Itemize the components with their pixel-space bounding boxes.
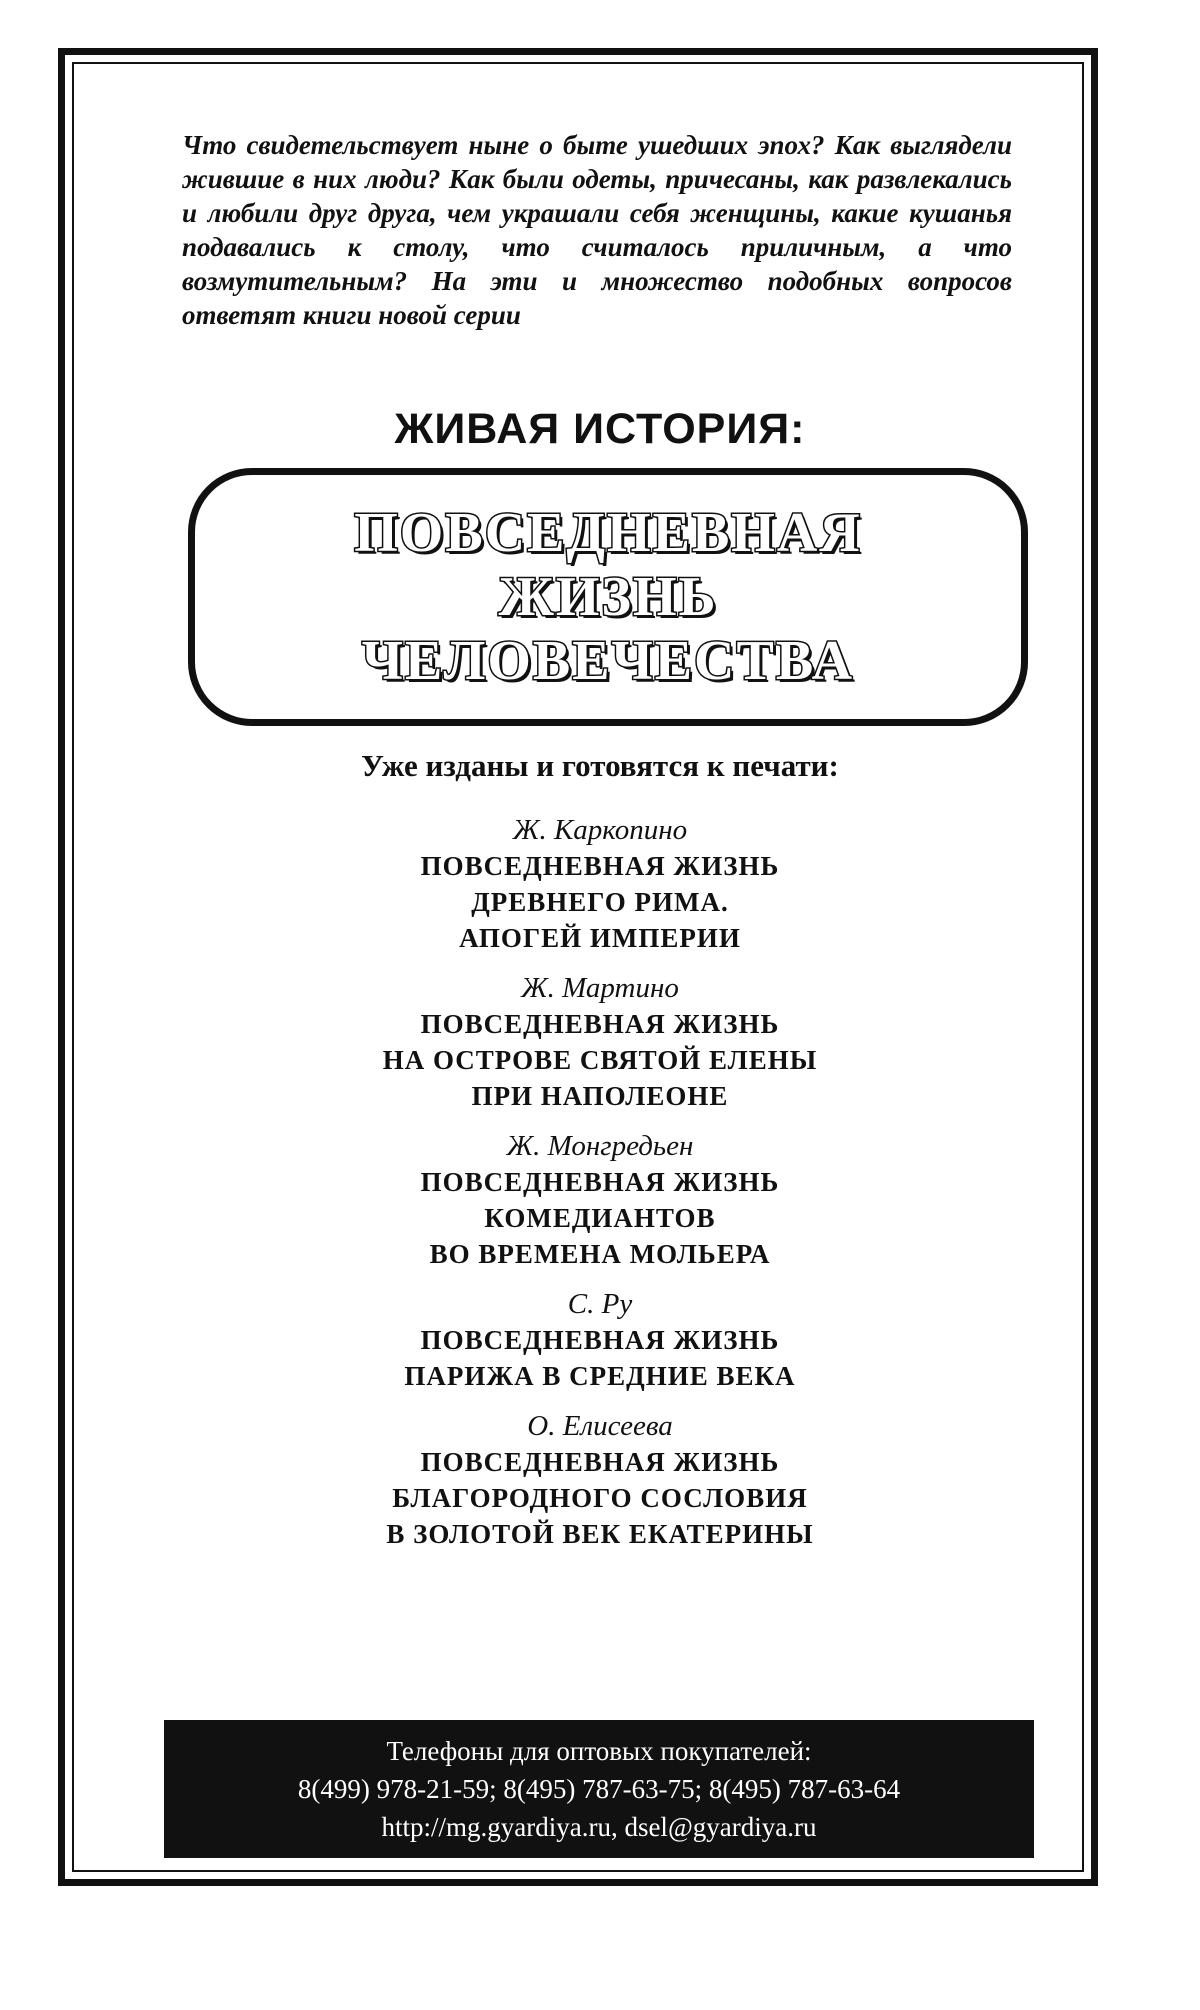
book-title-line: НА ОСТРОВЕ СВЯТОЙ ЕЛЕНЫ xyxy=(382,1045,818,1075)
book-title-line: ВО ВРЕМЕНА МОЛЬЕРА xyxy=(429,1239,771,1269)
contact-block xyxy=(164,1720,1034,1858)
book-author: Ж. Мартино xyxy=(521,972,679,1004)
book-author: О. Елисеева xyxy=(527,1410,673,1442)
book-title-line: ПОВСЕДНЕВНАЯ ЖИЗНЬ xyxy=(420,1167,780,1197)
contact-phones: 8(499) 978-21-59; 8(495) 787-63-75; 8(495) 787-63-64 xyxy=(297,1774,901,1804)
book-entry xyxy=(0,1128,1200,1272)
contact-label: Телефоны для оптовых покупателей: xyxy=(386,1736,812,1766)
book-title-line: ПОВСЕДНЕВНАЯ ЖИЗНЬ xyxy=(420,1009,780,1039)
book-entry xyxy=(0,1286,1200,1394)
book-entry xyxy=(0,970,1200,1114)
book-author: С. Ру xyxy=(567,1288,633,1320)
book-author: Ж. Монгредьен xyxy=(506,1130,694,1162)
book-title-line: КОМЕДИАНТОВ xyxy=(484,1203,716,1233)
book-title-line: ПОВСЕДНЕВНАЯ ЖИЗНЬ xyxy=(420,1447,780,1477)
book-title-line: В ЗОЛОТОЙ ВЕК ЕКАТЕРИНЫ xyxy=(386,1519,814,1549)
book-title-line: ПОВСЕДНЕВНАЯ ЖИЗНЬ xyxy=(420,1325,780,1355)
book-title-line: АПОГЕЙ ИМПЕРИИ xyxy=(459,923,741,953)
book-title-line: БЛАГОРОДНОГО СОСЛОВИЯ xyxy=(392,1483,808,1513)
intro-paragraph: Что свидетельствует ныне о быте ушедших эпох? Как выглядели жившие в них люди? Как были одеты, причесаны, как развлекались и любили друг друга, чем украшали себя женщины, какие кушанья подавались к столу, что считалось приличным, а что возмутительным? На эти и множество подобных вопросов ответят книги новой серии xyxy=(182,130,1012,330)
series-heading: ЖИВАЯ ИСТОРИЯ: xyxy=(394,405,806,453)
series-title-line: ПОВСЕДНЕВНАЯ xyxy=(354,502,862,564)
book-title-line: ПОВСЕДНЕВНАЯ ЖИЗНЬ xyxy=(420,851,780,881)
contact-web: http://mg.gyardiya.ru, dsel@gyardiya.ru xyxy=(381,1812,817,1842)
book-entry xyxy=(0,812,1200,956)
book-entry xyxy=(0,1408,1200,1552)
book-title-line: ДРЕВНЕГО РИМА. xyxy=(471,887,729,917)
published-heading: Уже изданы и готовятся к печати: xyxy=(361,748,839,783)
book-list xyxy=(0,812,1200,1566)
book-title-line: ПРИ НАПОЛЕОНЕ xyxy=(471,1081,729,1111)
book-author: Ж. Каркопино xyxy=(512,814,688,846)
series-title-box xyxy=(188,468,1028,726)
series-title-line: ЧЕЛОВЕЧЕСТВА xyxy=(361,630,855,692)
series-title-line: ЖИЗНЬ xyxy=(498,566,718,628)
book-title-line: ПАРИЖА В СРЕДНИЕ ВЕКА xyxy=(404,1361,796,1391)
